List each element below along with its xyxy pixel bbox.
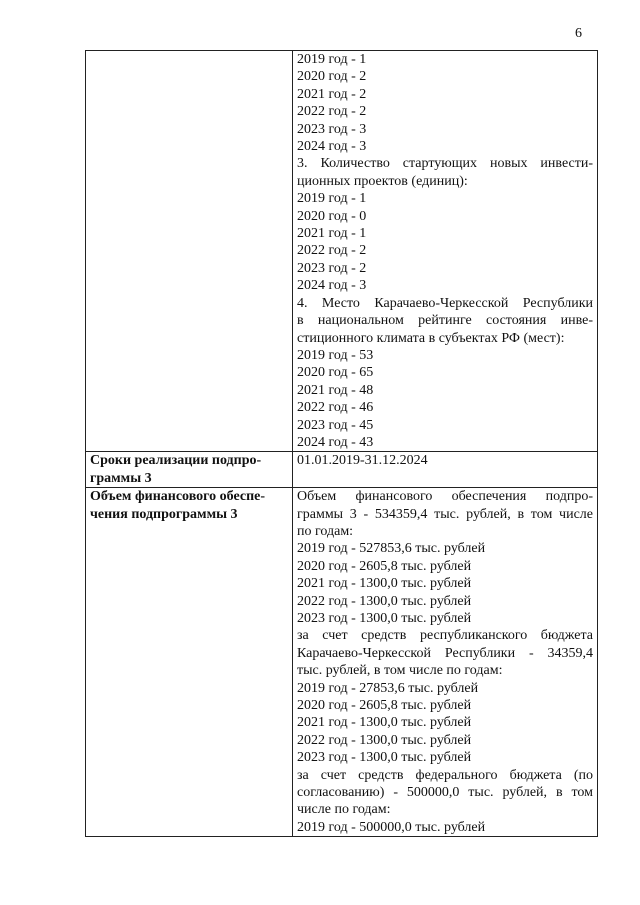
content-line: в национальном рейтинге состояния инве-: [297, 313, 593, 329]
content-line: 2024 год - 3: [297, 278, 367, 294]
content-line: 01.01.2019-31.12.2024: [297, 453, 428, 469]
content-line: 2023 год - 2: [297, 260, 367, 276]
content-line: 2019 год - 53: [297, 347, 374, 363]
content-line: 2021 год - 48: [297, 382, 374, 398]
content-line: 2020 год - 2605,8 тыс. рублей: [297, 698, 472, 714]
content-line: 2019 год - 527853,6 тыс. рублей: [297, 541, 486, 557]
content-line: согласованию) - 500000,0 тыс. рублей, в том: [297, 785, 593, 801]
content-line: 2021 год - 1: [297, 226, 367, 242]
content-line: 2022 год - 2: [297, 243, 367, 259]
content-line: по годам:: [297, 523, 354, 539]
content-line: Карачаево-Черкесской Республики - 34359,4: [297, 645, 593, 661]
row-label-cell: [86, 488, 293, 837]
content-line: 2021 год - 1300,0 тыс. рублей: [297, 715, 472, 731]
table-row: [86, 51, 598, 452]
content-line: 2020 год - 2605,8 тыс. рублей: [297, 558, 472, 574]
content-line: Объем финансового обеспечения подпро-: [297, 489, 593, 505]
row-content-cell: [293, 51, 598, 452]
content-line: тыс. рублей, в том числе по годам:: [297, 663, 503, 679]
row-label-cell: [86, 51, 293, 452]
content-line: 2023 год - 1300,0 тыс. рублей: [297, 750, 472, 766]
content-line: 2022 год - 1300,0 тыс. рублей: [297, 732, 472, 748]
page-number: 6: [575, 26, 582, 41]
content-line: 3. Количество стартующих новых инвести-: [297, 156, 593, 172]
content-line: 2022 год - 2: [297, 104, 367, 120]
content-line: за счет средств федерального бюджета (по: [297, 767, 593, 783]
content-line: 2019 год - 500000,0 тыс. рублей: [297, 819, 486, 835]
content-line: за счет средств республиканского бюджета: [297, 628, 593, 644]
row-label-cell: [86, 452, 293, 488]
table-body: [86, 51, 598, 837]
label-line: Объем финансового обеспе-: [90, 489, 266, 505]
content-line: 2019 год - 1: [297, 191, 367, 207]
content-line: 2020 год - 65: [297, 365, 374, 381]
row-content-cell: [293, 452, 598, 488]
table-row: [86, 488, 598, 837]
label-line: граммы 3: [90, 470, 152, 486]
content-line: 2019 год - 27853,6 тыс. рублей: [297, 680, 479, 696]
content-line: ционных проектов (единиц):: [297, 173, 468, 189]
table-row: [86, 452, 598, 488]
content-line: 4. Место Карачаево-Черкесской Республики: [297, 295, 593, 311]
content-line: 2020 год - 2: [297, 69, 367, 85]
content-line: граммы 3 - 534359,4 тыс. рублей, в том числе: [297, 506, 593, 522]
content-line: 2021 год - 2: [297, 86, 367, 102]
content-line: 2019 год - 1: [297, 52, 367, 67]
content-line: 2023 год - 3: [297, 121, 367, 137]
content-line: стиционного климата в субъектах РФ (мест):: [297, 330, 565, 346]
content-line: 2023 год - 45: [297, 417, 374, 433]
content-line: 2024 год - 43: [297, 434, 374, 450]
content-line: 2022 год - 46: [297, 400, 374, 416]
content-line: 2022 год - 1300,0 тыс. рублей: [297, 593, 472, 609]
content-line: числе по годам:: [297, 802, 391, 818]
content-line: 2023 год - 1300,0 тыс. рублей: [297, 611, 472, 626]
content-line: 2021 год - 1300,0 тыс. рублей: [297, 576, 472, 592]
content-line: 2020 год - 0: [297, 208, 367, 224]
content-line: 2024 год - 3: [297, 139, 367, 155]
label-line: чения подпрограммы 3: [90, 506, 238, 522]
passport-table: [85, 50, 598, 837]
row-content-cell: [293, 488, 598, 837]
label-line: Сроки реализации подпро-: [90, 453, 262, 469]
